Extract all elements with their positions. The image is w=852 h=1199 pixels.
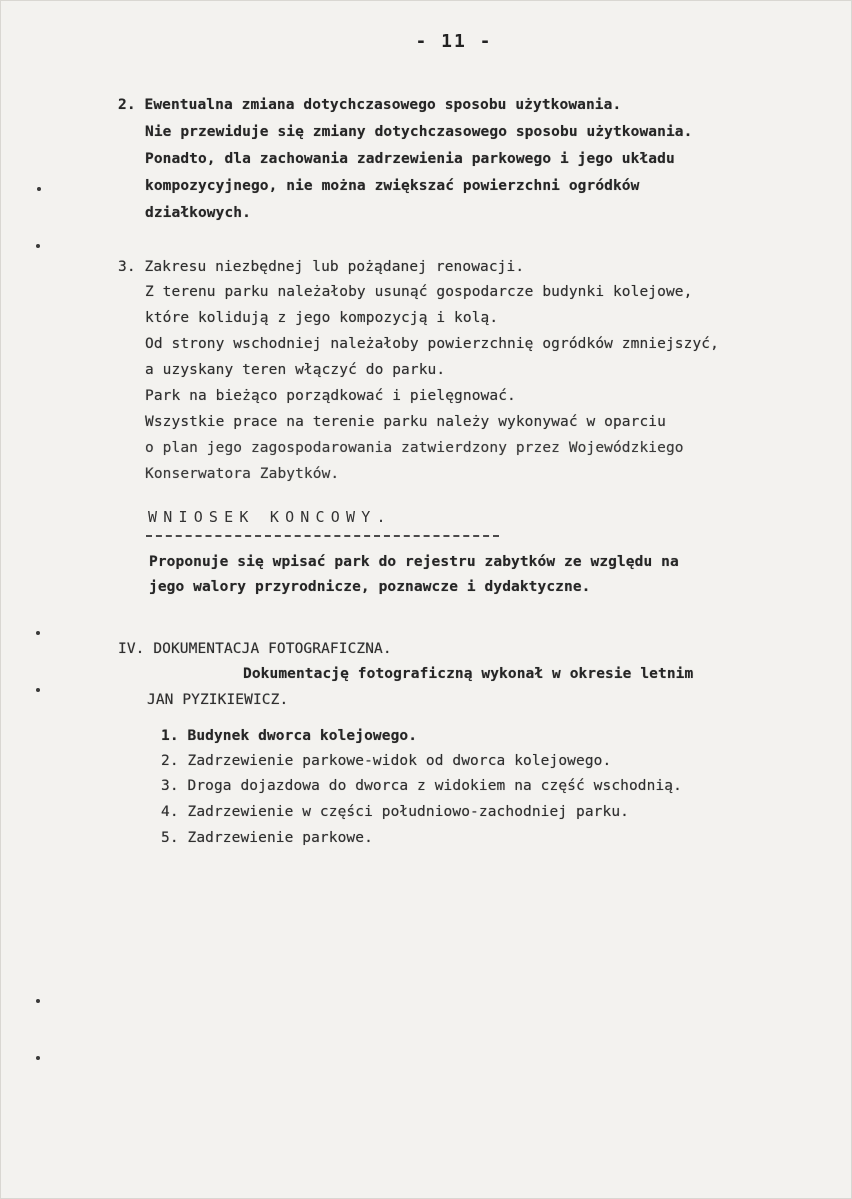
section-2-line: działkowych. xyxy=(145,205,251,221)
margin-speck xyxy=(36,631,40,635)
photo-list-item: 2. Zadrzewienie parkowe-widok od dworca kolejowego. xyxy=(161,753,612,769)
section-3-line: Od strony wschodniej należałoby powierzchnię ogródków zmniejszyć, xyxy=(145,336,719,352)
section-4-title: IV. DOKUMENTACJA FOTOGRAFICZNA. xyxy=(118,641,392,657)
conclusion-line: Proponuje się wpisać park do rejestru zabytków ze względu na xyxy=(149,554,679,570)
margin-speck xyxy=(36,999,40,1003)
photo-list-item: 1. Budynek dworca kolejowego. xyxy=(161,728,418,744)
section-2-line: Ponadto, dla zachowania zadrzewienia parkowego i jego układu xyxy=(145,151,675,167)
margin-speck xyxy=(37,187,41,191)
conclusion-heading: WNIOSEK KONCOWY. xyxy=(148,508,392,526)
section-3-line: które kolidują z jego kompozycją i kolą. xyxy=(145,310,499,326)
page-number: - 11 - xyxy=(415,31,493,52)
photo-list-item: 5. Zadrzewienie parkowe. xyxy=(161,830,373,846)
section-4-intro: Dokumentację fotograficzną wykonał w okresie letnim xyxy=(243,666,694,682)
section-3-line: o plan jego zagospodarowania zatwierdzony przez Wojewódzkiego xyxy=(145,440,684,456)
section-3-line: a uzyskany teren włączyć do parku. xyxy=(145,362,446,378)
conclusion-line: jego walory przyrodnicze, poznawcze i dydaktyczne. xyxy=(149,579,591,595)
section-3-line: Park na bieżąco porządkować i pielęgnować. xyxy=(145,388,516,404)
photo-list-item: 3. Droga dojazdowa do dworca z widokiem na część wschodnią. xyxy=(161,778,682,794)
section-2-line: kompozycyjnego, nie można zwiększać powierzchni ogródków xyxy=(145,178,640,194)
margin-speck xyxy=(36,244,40,248)
conclusion-heading-underline xyxy=(146,535,499,537)
margin-speck xyxy=(36,1056,40,1060)
section-2-title: 2. Ewentualna zmiana dotychczasowego sposobu użytkowania. xyxy=(118,97,622,113)
photo-list-item: 4. Zadrzewienie w części południowo-zachodniej parku. xyxy=(161,804,629,820)
section-3-line: Z terenu parku należałoby usunąć gospodarcze budynki kolejowe, xyxy=(145,284,693,300)
margin-speck xyxy=(36,688,40,692)
section-4-author: JAN PYZIKIEWICZ. xyxy=(147,692,289,708)
section-3-title: 3. Zakresu niezbędnej lub pożądanej renowacji. xyxy=(118,259,525,275)
section-2-line: Nie przewiduje się zmiany dotychczasowego sposobu użytkowania. xyxy=(145,124,693,140)
section-3-line: Konserwatora Zabytków. xyxy=(145,466,340,482)
section-3-line: Wszystkie prace na terenie parku należy wykonywać w oparciu xyxy=(145,414,666,430)
